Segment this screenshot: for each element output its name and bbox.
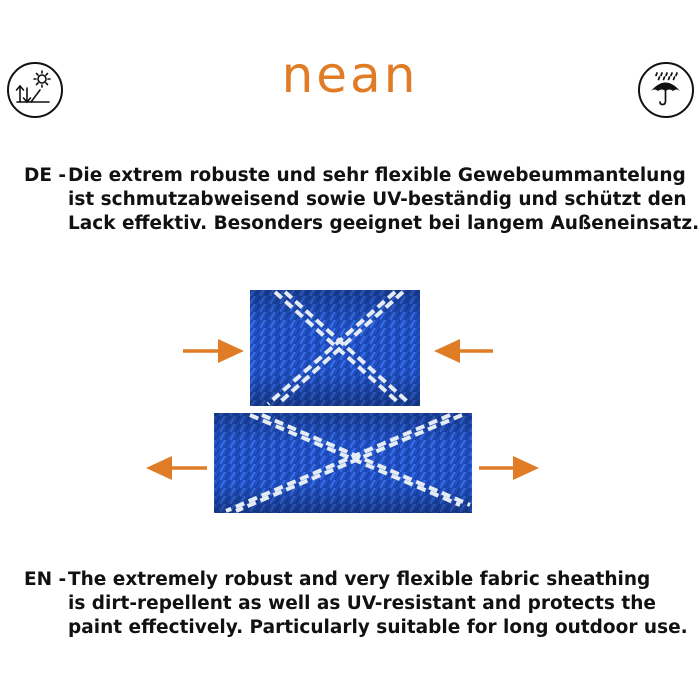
language-code-de: DE - (24, 165, 67, 186)
description-en-line: paint effectively. Particularly suitable for long outdoor use. (68, 617, 688, 638)
stretched-sleeve (214, 413, 472, 513)
arrow-right-icon (479, 456, 539, 480)
description-en-line: is dirt-repellent as well as UV-resistant and protects the (68, 593, 656, 614)
description-de-line: ist schmutzabweisend sowie UV-beständig und schützt den (68, 189, 687, 210)
description-de-line: Lack effektiv. Besonders geeignet bei langem Außeneinsatz. (68, 213, 700, 234)
arrow-right-icon (183, 339, 244, 363)
arrow-left-icon (146, 456, 207, 480)
language-code-en: EN - (24, 569, 67, 590)
description-en (24, 568, 688, 640)
description-en-line: The extremely robust and very flexible fabric sheathing (68, 569, 651, 590)
arrow-left-icon (434, 339, 493, 363)
compressed-sleeve (250, 290, 420, 406)
description-de-line: Die extrem robuste und sehr flexible Gewebeummantelung (68, 165, 686, 186)
brand-logo: nean (281, 46, 419, 104)
